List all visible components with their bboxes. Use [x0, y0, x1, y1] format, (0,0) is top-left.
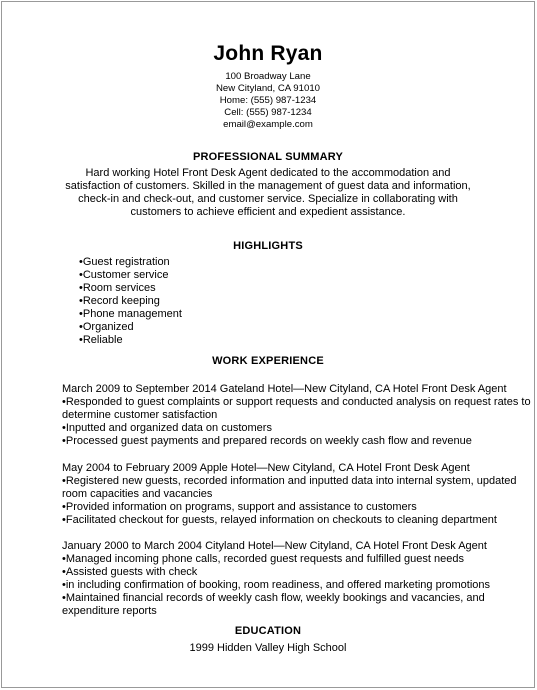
city-line: New Cityland, CA 91010 [216, 83, 320, 94]
candidate-name: John Ryan [213, 42, 323, 65]
email-address: email@example.com [223, 119, 313, 130]
education-entry: 1999 Hidden Valley High School [189, 642, 347, 654]
highlights-heading: HIGHLIGHTS [233, 240, 303, 252]
job-bullet: • Facilitated checkout for guests, relayed information on checkouts to cleaning department [62, 514, 532, 527]
highlights-list [79, 256, 182, 347]
highlight-item: • Phone management [79, 308, 182, 321]
summary-text: Hard working Hotel Front Desk Agent dedicated to the accommodation and satisfaction of customers. Skilled in the management of guest data and information, check-in and check-out, and customer service. Specialize in collaborating with customers to achieve efficient and expedient assistance. [65, 167, 471, 218]
highlight-item: • Organized [79, 321, 182, 334]
job-bullet: • in including confirmation of booking, room readiness, and offered marketing promotions [62, 579, 532, 592]
highlight-item: • Room services [79, 282, 182, 295]
job-bullet: • Assisted guests with check [62, 566, 532, 579]
resume-page [1, 1, 535, 688]
job-bullets [62, 396, 532, 448]
summary-heading: PROFESSIONAL SUMMARY [192, 151, 344, 163]
job-bullet: • Managed incoming phone calls, recorded guest requests and fulfilled guest needs [62, 553, 532, 566]
highlight-item: • Guest registration [79, 256, 182, 269]
highlight-item: • Customer service [79, 269, 182, 282]
job-bullet: • Processed guest payments and prepared records on weekly cash flow and revenue [62, 435, 532, 448]
contact-block [2, 71, 534, 131]
job-entry [62, 383, 532, 448]
highlight-item: • Reliable [79, 334, 182, 347]
experience-heading: WORK EXPERIENCE [212, 355, 324, 367]
job-entry [62, 462, 532, 527]
job-bullets [62, 553, 532, 618]
home-phone: Home: (555) 987-1234 [219, 95, 317, 106]
job-bullet: • Inputted and organized data on customers [62, 422, 532, 435]
cell-phone: Cell: (555) 987-1234 [224, 107, 312, 118]
job-bullet: • Registered new guests, recorded information and inputted data into internal system, updated room capacities and vacancies [62, 475, 532, 501]
job-bullet: • Provided information on programs, support and assistance to customers [62, 501, 532, 514]
job-bullet: • Maintained financial records of weekly cash flow, weekly bookings and vacancies, and expenditure reports [62, 592, 532, 618]
job-heading: May 2004 to February 2009 Apple Hotel—New Cityland, CA Hotel Front Desk Agent [62, 462, 470, 474]
address-line: 100 Broadway Lane [225, 71, 311, 82]
job-bullet: • Responded to guest complaints or support requests and conducted analysis on request rates to determine customer satisfaction [62, 396, 532, 422]
job-heading: January 2000 to March 2004 Cityland Hotel—New Cityland, CA Hotel Front Desk Agent [62, 540, 487, 552]
education-heading: EDUCATION [234, 625, 302, 637]
job-entry [62, 540, 532, 618]
highlight-item: • Record keeping [79, 295, 182, 308]
job-heading: March 2009 to September 2014 Gateland Hotel—New Cityland, CA Hotel Front Desk Agent [62, 383, 507, 395]
job-bullets [62, 475, 532, 527]
